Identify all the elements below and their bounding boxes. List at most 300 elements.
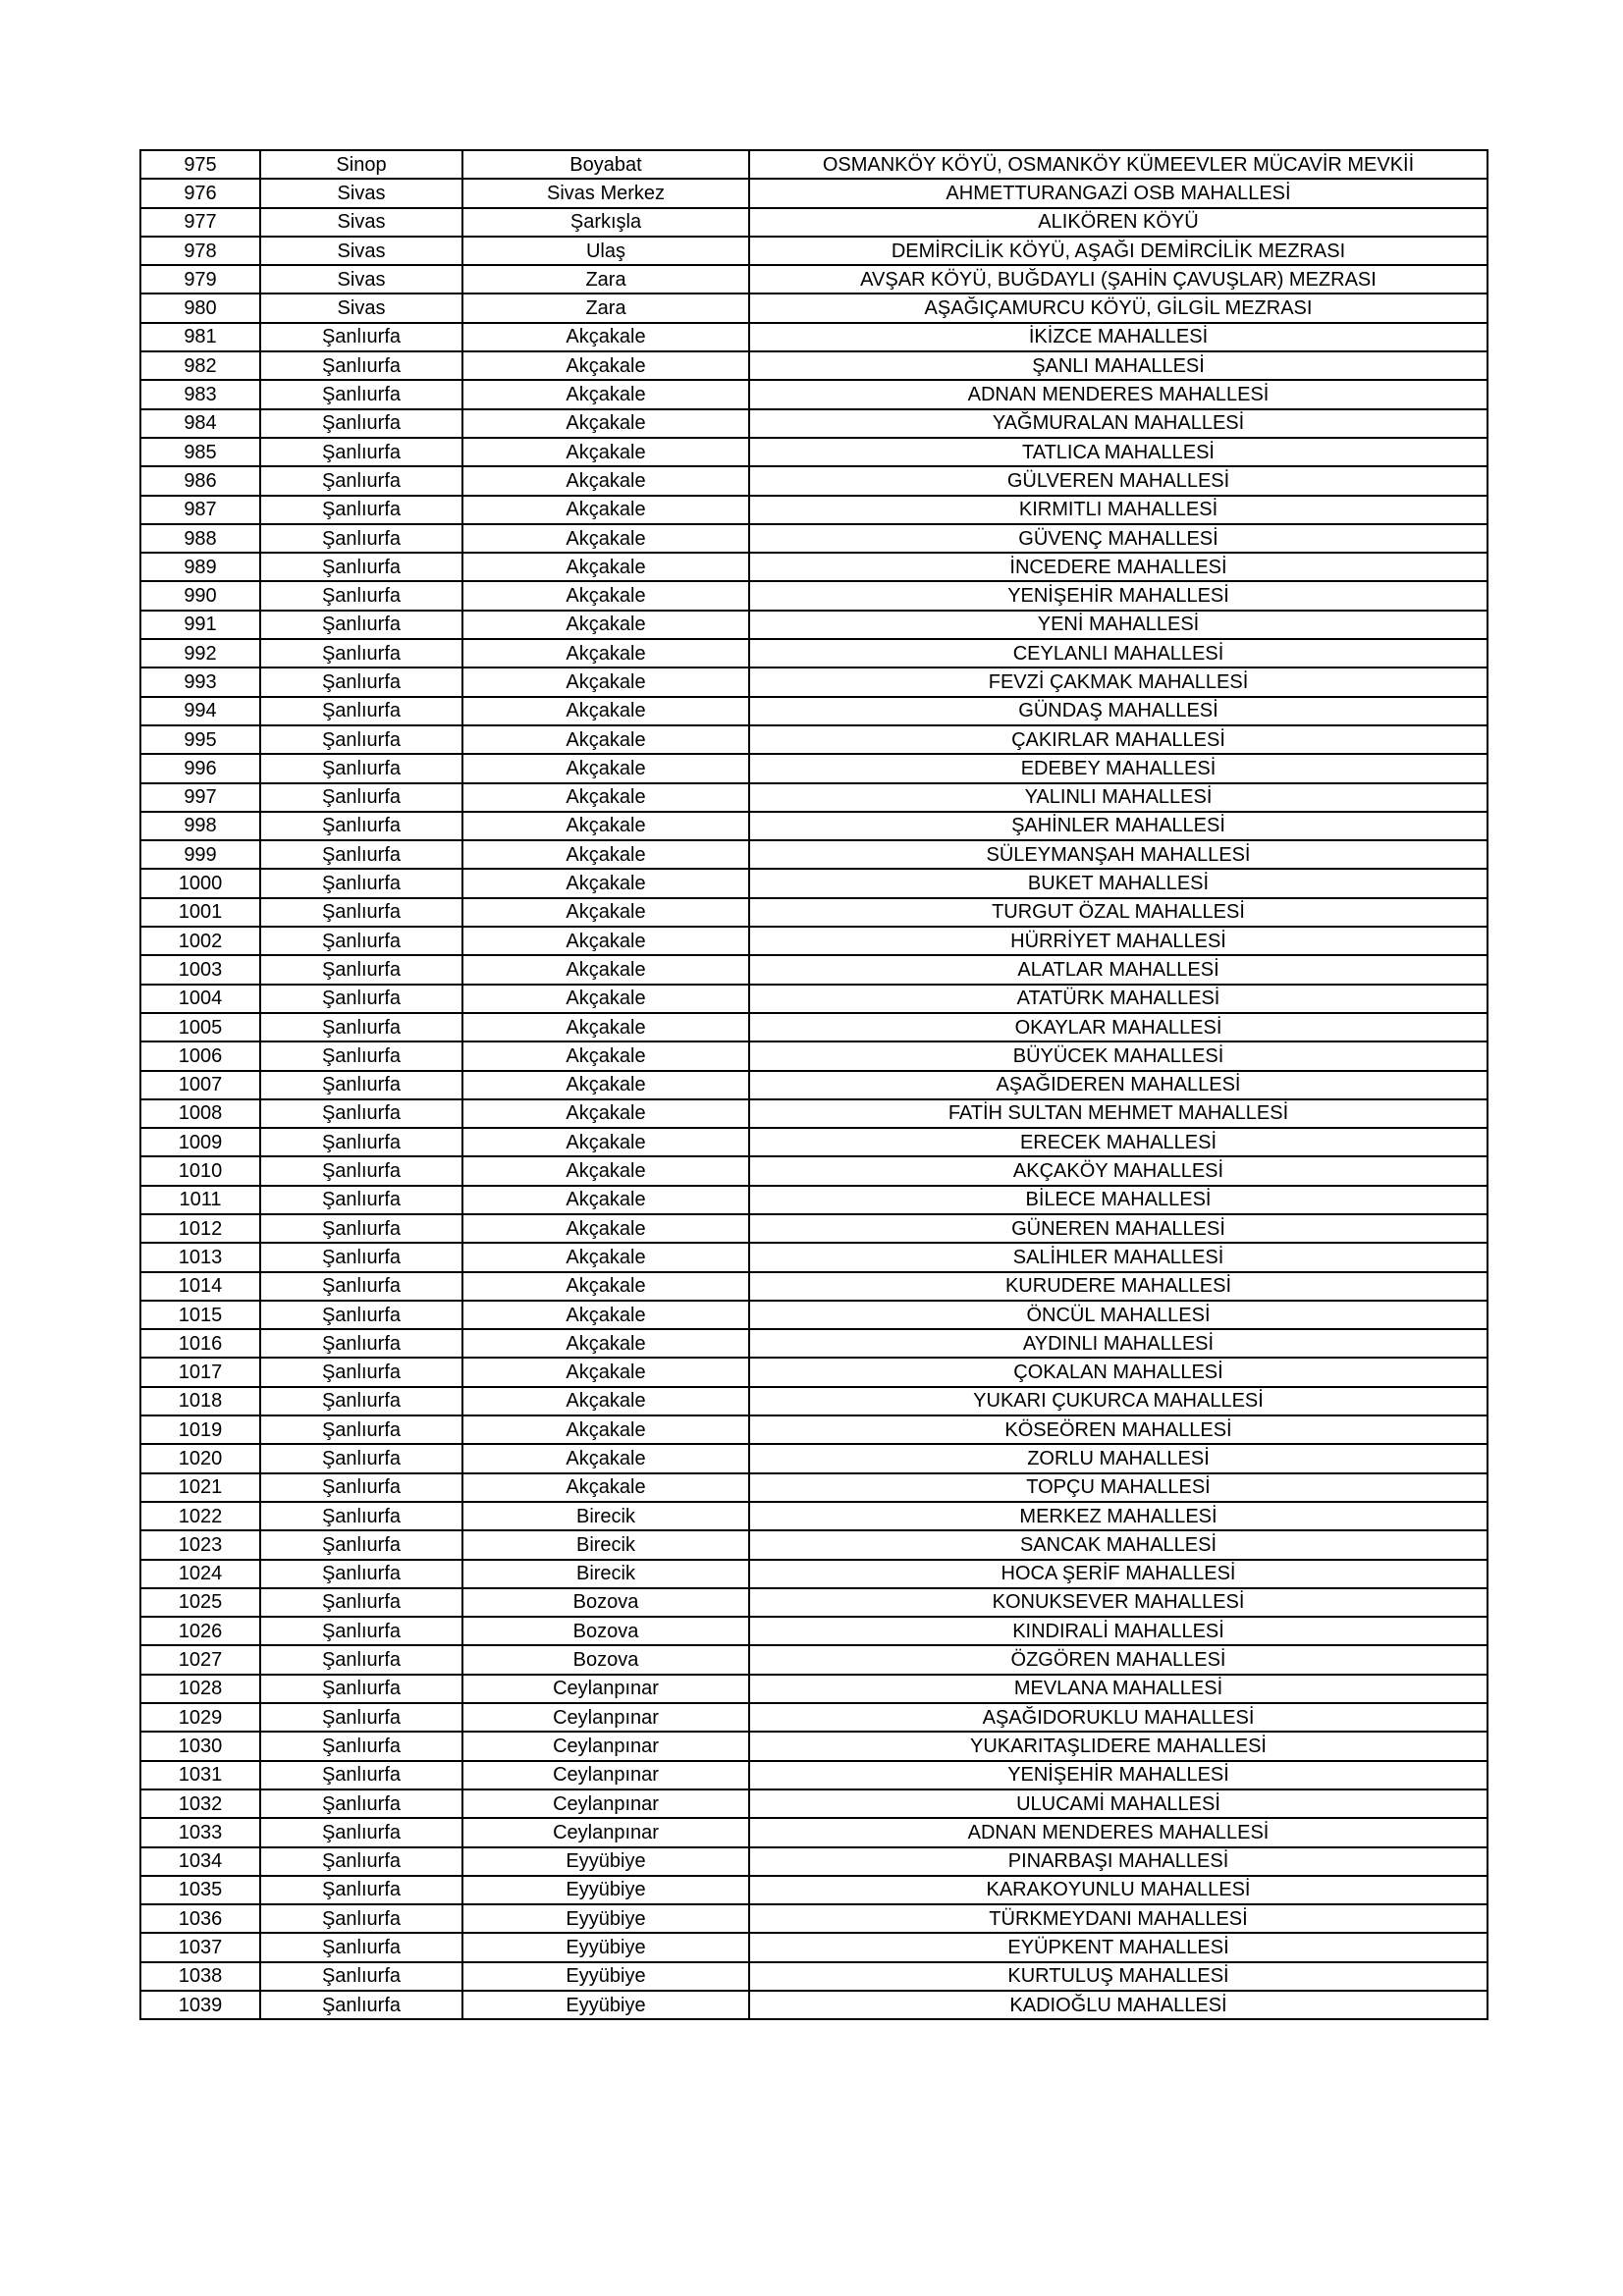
cell-locality: AHMETTURANGAZİ OSB MAHALLESİ: [749, 179, 1488, 207]
cell-district: Akçakale: [462, 323, 749, 351]
table-row: [140, 955, 1488, 984]
cell-district: Eyyübiye: [462, 1876, 749, 1904]
cell-province: Şanlıurfa: [260, 1732, 462, 1760]
cell-province: Şanlıurfa: [260, 869, 462, 897]
table-row: [140, 1761, 1488, 1789]
cell-province: Şanlıurfa: [260, 1991, 462, 2019]
table-row: [140, 1156, 1488, 1185]
table-row: [140, 1991, 1488, 2019]
cell-district: Akçakale: [462, 927, 749, 955]
table-row: [140, 150, 1488, 179]
table-row: [140, 179, 1488, 207]
cell-locality: KONUKSEVER MAHALLESİ: [749, 1588, 1488, 1617]
table-row: [140, 294, 1488, 322]
cell-province: Şanlıurfa: [260, 1415, 462, 1444]
cell-district: Akçakale: [462, 639, 749, 667]
cell-province: Şanlıurfa: [260, 1071, 462, 1099]
cell-district: Akçakale: [462, 351, 749, 380]
cell-district: Akçakale: [462, 725, 749, 754]
cell-row-number: 1002: [140, 927, 260, 955]
cell-district: Akçakale: [462, 697, 749, 725]
table-row: [140, 438, 1488, 466]
cell-province: Şanlıurfa: [260, 667, 462, 696]
cell-locality: FATİH SULTAN MEHMET MAHALLESİ: [749, 1099, 1488, 1128]
cell-row-number: 1035: [140, 1876, 260, 1904]
cell-row-number: 1036: [140, 1904, 260, 1933]
cell-row-number: 1014: [140, 1272, 260, 1301]
cell-district: Birecik: [462, 1530, 749, 1559]
cell-province: Şanlıurfa: [260, 1818, 462, 1846]
cell-locality: ŞANLI MAHALLESİ: [749, 351, 1488, 380]
cell-province: Şanlıurfa: [260, 1703, 462, 1732]
cell-locality: OSMANKÖY KÖYÜ, OSMANKÖY KÜMEEVLER MÜCAVİR MEVKİİ: [749, 150, 1488, 179]
cell-district: Akçakale: [462, 898, 749, 927]
cell-province: Şanlıurfa: [260, 1588, 462, 1617]
cell-locality: TÜRKMEYDANI MAHALLESİ: [749, 1904, 1488, 1933]
cell-province: Şanlıurfa: [260, 1099, 462, 1128]
cell-locality: KARAKOYUNLU MAHALLESİ: [749, 1876, 1488, 1904]
cell-district: Akçakale: [462, 955, 749, 984]
cell-row-number: 985: [140, 438, 260, 466]
cell-row-number: 1011: [140, 1186, 260, 1214]
table-row: [140, 783, 1488, 812]
cell-row-number: 1006: [140, 1041, 260, 1070]
cell-province: Sivas: [260, 208, 462, 237]
table-row: [140, 1329, 1488, 1358]
cell-province: Şanlıurfa: [260, 1530, 462, 1559]
cell-row-number: 995: [140, 725, 260, 754]
cell-province: Şanlıurfa: [260, 1962, 462, 1991]
cell-district: Akçakale: [462, 1473, 749, 1502]
cell-locality: CEYLANLI MAHALLESİ: [749, 639, 1488, 667]
cell-district: Akçakale: [462, 496, 749, 524]
cell-row-number: 1010: [140, 1156, 260, 1185]
cell-locality: YENİŞEHİR MAHALLESİ: [749, 581, 1488, 610]
cell-locality: YENİŞEHİR MAHALLESİ: [749, 1761, 1488, 1789]
cell-province: Şanlıurfa: [260, 725, 462, 754]
cell-row-number: 984: [140, 409, 260, 438]
cell-district: Akçakale: [462, 1329, 749, 1358]
cell-province: Şanlıurfa: [260, 1904, 462, 1933]
cell-row-number: 983: [140, 380, 260, 408]
cell-district: Akçakale: [462, 1186, 749, 1214]
cell-province: Şanlıurfa: [260, 697, 462, 725]
table-row: [140, 898, 1488, 927]
location-table: [139, 149, 1488, 2020]
cell-row-number: 1000: [140, 869, 260, 897]
table-row: [140, 1071, 1488, 1099]
cell-row-number: 1007: [140, 1071, 260, 1099]
cell-province: Sivas: [260, 265, 462, 294]
cell-district: Akçakale: [462, 783, 749, 812]
cell-row-number: 1003: [140, 955, 260, 984]
cell-province: Sivas: [260, 294, 462, 322]
cell-row-number: 988: [140, 524, 260, 553]
table-row: [140, 1502, 1488, 1530]
cell-province: Şanlıurfa: [260, 754, 462, 782]
cell-locality: KADIOĞLU MAHALLESİ: [749, 1991, 1488, 2019]
cell-row-number: 987: [140, 496, 260, 524]
table-row: [140, 1617, 1488, 1645]
table-row: [140, 812, 1488, 840]
cell-locality: EYÜPKENT MAHALLESİ: [749, 1933, 1488, 1961]
cell-row-number: 992: [140, 639, 260, 667]
cell-district: Boyabat: [462, 150, 749, 179]
cell-locality: AŞAĞIDEREN MAHALLESİ: [749, 1071, 1488, 1099]
table-row: [140, 1358, 1488, 1386]
cell-district: Akçakale: [462, 611, 749, 639]
cell-district: Akçakale: [462, 409, 749, 438]
cell-row-number: 1023: [140, 1530, 260, 1559]
cell-province: Şanlıurfa: [260, 323, 462, 351]
table-row: [140, 1243, 1488, 1271]
cell-row-number: 999: [140, 840, 260, 869]
cell-locality: BUKET MAHALLESİ: [749, 869, 1488, 897]
cell-district: Ceylanpınar: [462, 1818, 749, 1846]
table-row: [140, 1962, 1488, 1991]
cell-locality: KÖSEÖREN MAHALLESİ: [749, 1415, 1488, 1444]
cell-locality: İNCEDERE MAHALLESİ: [749, 553, 1488, 581]
cell-province: Şanlıurfa: [260, 1272, 462, 1301]
table-row: [140, 1041, 1488, 1070]
cell-province: Şanlıurfa: [260, 380, 462, 408]
table-row: [140, 496, 1488, 524]
cell-row-number: 1034: [140, 1847, 260, 1876]
table-row: [140, 1560, 1488, 1588]
cell-province: Şanlıurfa: [260, 1761, 462, 1789]
cell-locality: TOPÇU MAHALLESİ: [749, 1473, 1488, 1502]
table-row: [140, 1904, 1488, 1933]
table-row: [140, 1128, 1488, 1156]
cell-row-number: 1028: [140, 1675, 260, 1703]
cell-locality: HÜRRİYET MAHALLESİ: [749, 927, 1488, 955]
table-row: [140, 1387, 1488, 1415]
cell-locality: FEVZİ ÇAKMAK MAHALLESİ: [749, 667, 1488, 696]
table-row: [140, 208, 1488, 237]
cell-district: Akçakale: [462, 840, 749, 869]
cell-locality: BÜYÜCEK MAHALLESİ: [749, 1041, 1488, 1070]
cell-row-number: 1032: [140, 1789, 260, 1818]
table-row: [140, 725, 1488, 754]
cell-locality: AŞAĞIDORUKLU MAHALLESİ: [749, 1703, 1488, 1732]
cell-row-number: 977: [140, 208, 260, 237]
cell-district: Akçakale: [462, 438, 749, 466]
table-row: [140, 639, 1488, 667]
cell-district: Ceylanpınar: [462, 1703, 749, 1732]
cell-province: Şanlıurfa: [260, 1645, 462, 1674]
cell-locality: GÜNDAŞ MAHALLESİ: [749, 697, 1488, 725]
cell-row-number: 1019: [140, 1415, 260, 1444]
cell-province: Şanlıurfa: [260, 1128, 462, 1156]
cell-locality: SALİHLER MAHALLESİ: [749, 1243, 1488, 1271]
cell-district: Akçakale: [462, 1041, 749, 1070]
table-row: [140, 323, 1488, 351]
cell-district: Bozova: [462, 1588, 749, 1617]
cell-locality: SÜLEYMANŞAH MAHALLESİ: [749, 840, 1488, 869]
cell-row-number: 1005: [140, 1013, 260, 1041]
cell-row-number: 1018: [140, 1387, 260, 1415]
table-row: [140, 1703, 1488, 1732]
cell-row-number: 981: [140, 323, 260, 351]
cell-district: Akçakale: [462, 1272, 749, 1301]
table-row: [140, 697, 1488, 725]
cell-row-number: 980: [140, 294, 260, 322]
cell-province: Şanlıurfa: [260, 1675, 462, 1703]
cell-row-number: 1001: [140, 898, 260, 927]
cell-locality: İKİZCE MAHALLESİ: [749, 323, 1488, 351]
cell-district: Zara: [462, 265, 749, 294]
cell-province: Şanlıurfa: [260, 1243, 462, 1271]
cell-row-number: 986: [140, 466, 260, 495]
cell-row-number: 1025: [140, 1588, 260, 1617]
cell-district: Eyyübiye: [462, 1904, 749, 1933]
table-row: [140, 1415, 1488, 1444]
cell-locality: TATLICA MAHALLESİ: [749, 438, 1488, 466]
cell-row-number: 1004: [140, 985, 260, 1013]
cell-locality: ATATÜRK MAHALLESİ: [749, 985, 1488, 1013]
table-row: [140, 524, 1488, 553]
cell-district: Eyyübiye: [462, 1847, 749, 1876]
cell-locality: GÜLVEREN MAHALLESİ: [749, 466, 1488, 495]
cell-district: Ceylanpınar: [462, 1789, 749, 1818]
cell-province: Şanlıurfa: [260, 438, 462, 466]
cell-row-number: 982: [140, 351, 260, 380]
cell-province: Şanlıurfa: [260, 1358, 462, 1386]
cell-locality: ZORLU MAHALLESİ: [749, 1444, 1488, 1472]
cell-district: Akçakale: [462, 1444, 749, 1472]
cell-province: Şanlıurfa: [260, 1214, 462, 1243]
cell-locality: ALATLAR MAHALLESİ: [749, 955, 1488, 984]
cell-province: Şanlıurfa: [260, 1041, 462, 1070]
table-row: [140, 1186, 1488, 1214]
table-row: [140, 869, 1488, 897]
cell-row-number: 1008: [140, 1099, 260, 1128]
cell-locality: ÇOKALAN MAHALLESİ: [749, 1358, 1488, 1386]
cell-district: Akçakale: [462, 812, 749, 840]
cell-province: Şanlıurfa: [260, 1617, 462, 1645]
cell-locality: ULUCAMİ MAHALLESİ: [749, 1789, 1488, 1818]
cell-province: Şanlıurfa: [260, 955, 462, 984]
cell-row-number: 1015: [140, 1301, 260, 1329]
cell-province: Şanlıurfa: [260, 611, 462, 639]
table-row: [140, 265, 1488, 294]
cell-locality: PINARBAŞI MAHALLESİ: [749, 1847, 1488, 1876]
table-row: [140, 351, 1488, 380]
cell-row-number: 1022: [140, 1502, 260, 1530]
cell-locality: YUKARITAŞLIDERE MAHALLESİ: [749, 1732, 1488, 1760]
cell-province: Şanlıurfa: [260, 840, 462, 869]
cell-district: Zara: [462, 294, 749, 322]
cell-row-number: 1037: [140, 1933, 260, 1961]
table-row: [140, 237, 1488, 265]
cell-district: Birecik: [462, 1502, 749, 1530]
cell-province: Şanlıurfa: [260, 496, 462, 524]
cell-locality: GÜVENÇ MAHALLESİ: [749, 524, 1488, 553]
cell-district: Eyyübiye: [462, 1933, 749, 1961]
table-row: [140, 380, 1488, 408]
cell-locality: ADNAN MENDERES MAHALLESİ: [749, 1818, 1488, 1846]
cell-province: Şanlıurfa: [260, 1502, 462, 1530]
cell-district: Akçakale: [462, 466, 749, 495]
cell-district: Akçakale: [462, 1128, 749, 1156]
cell-district: Akçakale: [462, 1415, 749, 1444]
cell-province: Şanlıurfa: [260, 1156, 462, 1185]
cell-district: Akçakale: [462, 1301, 749, 1329]
cell-row-number: 1013: [140, 1243, 260, 1271]
cell-district: Ceylanpınar: [462, 1732, 749, 1760]
cell-locality: BİLECE MAHALLESİ: [749, 1186, 1488, 1214]
table-row: [140, 1933, 1488, 1961]
cell-locality: OKAYLAR MAHALLESİ: [749, 1013, 1488, 1041]
cell-locality: ŞAHİNLER MAHALLESİ: [749, 812, 1488, 840]
cell-district: Akçakale: [462, 524, 749, 553]
cell-locality: SANCAK MAHALLESİ: [749, 1530, 1488, 1559]
cell-locality: KIRMITLI MAHALLESİ: [749, 496, 1488, 524]
cell-province: Şanlıurfa: [260, 553, 462, 581]
cell-row-number: 998: [140, 812, 260, 840]
cell-locality: MEVLANA MAHALLESİ: [749, 1675, 1488, 1703]
cell-row-number: 1017: [140, 1358, 260, 1386]
cell-locality: EDEBEY MAHALLESİ: [749, 754, 1488, 782]
table-row: [140, 1876, 1488, 1904]
table-row: [140, 409, 1488, 438]
cell-district: Akçakale: [462, 1243, 749, 1271]
cell-district: Eyyübiye: [462, 1991, 749, 2019]
cell-province: Şanlıurfa: [260, 1301, 462, 1329]
cell-row-number: 1020: [140, 1444, 260, 1472]
cell-district: Akçakale: [462, 1156, 749, 1185]
cell-district: Ulaş: [462, 237, 749, 265]
cell-row-number: 1038: [140, 1962, 260, 1991]
cell-row-number: 976: [140, 179, 260, 207]
cell-province: Şanlıurfa: [260, 466, 462, 495]
cell-row-number: 1027: [140, 1645, 260, 1674]
cell-province: Şanlıurfa: [260, 783, 462, 812]
table-row: [140, 927, 1488, 955]
cell-province: Şanlıurfa: [260, 351, 462, 380]
cell-district: Sivas Merkez: [462, 179, 749, 207]
cell-locality: ALIKÖREN KÖYÜ: [749, 208, 1488, 237]
cell-row-number: 991: [140, 611, 260, 639]
cell-locality: ERECEK MAHALLESİ: [749, 1128, 1488, 1156]
cell-province: Şanlıurfa: [260, 639, 462, 667]
cell-province: Şanlıurfa: [260, 1473, 462, 1502]
cell-row-number: 994: [140, 697, 260, 725]
cell-locality: YUKARI ÇUKURCA MAHALLESİ: [749, 1387, 1488, 1415]
table-row: [140, 1444, 1488, 1472]
cell-locality: KURUDERE MAHALLESİ: [749, 1272, 1488, 1301]
cell-locality: TURGUT ÖZAL MAHALLESİ: [749, 898, 1488, 927]
table-row: [140, 1530, 1488, 1559]
cell-district: Akçakale: [462, 754, 749, 782]
table-row: [140, 1214, 1488, 1243]
cell-row-number: 978: [140, 237, 260, 265]
cell-province: Şanlıurfa: [260, 1329, 462, 1358]
table-row: [140, 1847, 1488, 1876]
table-body: [140, 150, 1488, 2019]
cell-row-number: 1029: [140, 1703, 260, 1732]
cell-row-number: 1012: [140, 1214, 260, 1243]
cell-district: Eyyübiye: [462, 1962, 749, 1991]
cell-row-number: 1026: [140, 1617, 260, 1645]
table-row: [140, 985, 1488, 1013]
cell-row-number: 990: [140, 581, 260, 610]
cell-district: Akçakale: [462, 667, 749, 696]
cell-locality: KURTULUŞ MAHALLESİ: [749, 1962, 1488, 1991]
cell-row-number: 1031: [140, 1761, 260, 1789]
cell-district: Akçakale: [462, 553, 749, 581]
cell-row-number: 989: [140, 553, 260, 581]
cell-province: Şanlıurfa: [260, 985, 462, 1013]
cell-district: Akçakale: [462, 869, 749, 897]
table-row: [140, 553, 1488, 581]
cell-row-number: 1016: [140, 1329, 260, 1358]
table-row: [140, 754, 1488, 782]
cell-district: Bozova: [462, 1645, 749, 1674]
cell-locality: DEMİRCİLİK KÖYÜ, AŞAĞI DEMİRCİLİK MEZRASI: [749, 237, 1488, 265]
cell-district: Akçakale: [462, 1013, 749, 1041]
cell-locality: ÖZGÖREN MAHALLESİ: [749, 1645, 1488, 1674]
cell-province: Sivas: [260, 179, 462, 207]
cell-row-number: 1024: [140, 1560, 260, 1588]
cell-row-number: 996: [140, 754, 260, 782]
table-row: [140, 466, 1488, 495]
cell-province: Şanlıurfa: [260, 1847, 462, 1876]
cell-locality: GÜNEREN MAHALLESİ: [749, 1214, 1488, 1243]
cell-district: Ceylanpınar: [462, 1761, 749, 1789]
table-row: [140, 1099, 1488, 1128]
cell-locality: ADNAN MENDERES MAHALLESİ: [749, 380, 1488, 408]
cell-province: Şanlıurfa: [260, 1387, 462, 1415]
cell-district: Akçakale: [462, 1387, 749, 1415]
table-row: [140, 1732, 1488, 1760]
cell-district: Akçakale: [462, 581, 749, 610]
cell-province: Şanlıurfa: [260, 1013, 462, 1041]
table-row: [140, 1645, 1488, 1674]
cell-province: Şanlıurfa: [260, 581, 462, 610]
table-row: [140, 1675, 1488, 1703]
cell-province: Şanlıurfa: [260, 1933, 462, 1961]
table-row: [140, 1301, 1488, 1329]
cell-locality: KINDIRALİ MAHALLESİ: [749, 1617, 1488, 1645]
table-row: [140, 581, 1488, 610]
cell-row-number: 997: [140, 783, 260, 812]
cell-locality: AKÇAKÖY MAHALLESİ: [749, 1156, 1488, 1185]
cell-locality: AYDINLI MAHALLESİ: [749, 1329, 1488, 1358]
cell-province: Şanlıurfa: [260, 927, 462, 955]
cell-province: Şanlıurfa: [260, 1444, 462, 1472]
cell-locality: YAĞMURALAN MAHALLESİ: [749, 409, 1488, 438]
cell-district: Şarkışla: [462, 208, 749, 237]
table-row: [140, 1789, 1488, 1818]
cell-row-number: 993: [140, 667, 260, 696]
table-row: [140, 667, 1488, 696]
cell-district: Akçakale: [462, 1071, 749, 1099]
cell-district: Akçakale: [462, 1358, 749, 1386]
cell-locality: ÖNCÜL MAHALLESİ: [749, 1301, 1488, 1329]
cell-locality: MERKEZ MAHALLESİ: [749, 1502, 1488, 1530]
cell-district: Akçakale: [462, 985, 749, 1013]
cell-locality: HOCA ŞERİF MAHALLESİ: [749, 1560, 1488, 1588]
cell-province: Şanlıurfa: [260, 409, 462, 438]
cell-locality: AŞAĞIÇAMURCU KÖYÜ, GİLGİL MEZRASI: [749, 294, 1488, 322]
cell-province: Şanlıurfa: [260, 898, 462, 927]
cell-row-number: 1033: [140, 1818, 260, 1846]
cell-district: Birecik: [462, 1560, 749, 1588]
cell-province: Şanlıurfa: [260, 1876, 462, 1904]
cell-province: Sivas: [260, 237, 462, 265]
cell-row-number: 1039: [140, 1991, 260, 2019]
